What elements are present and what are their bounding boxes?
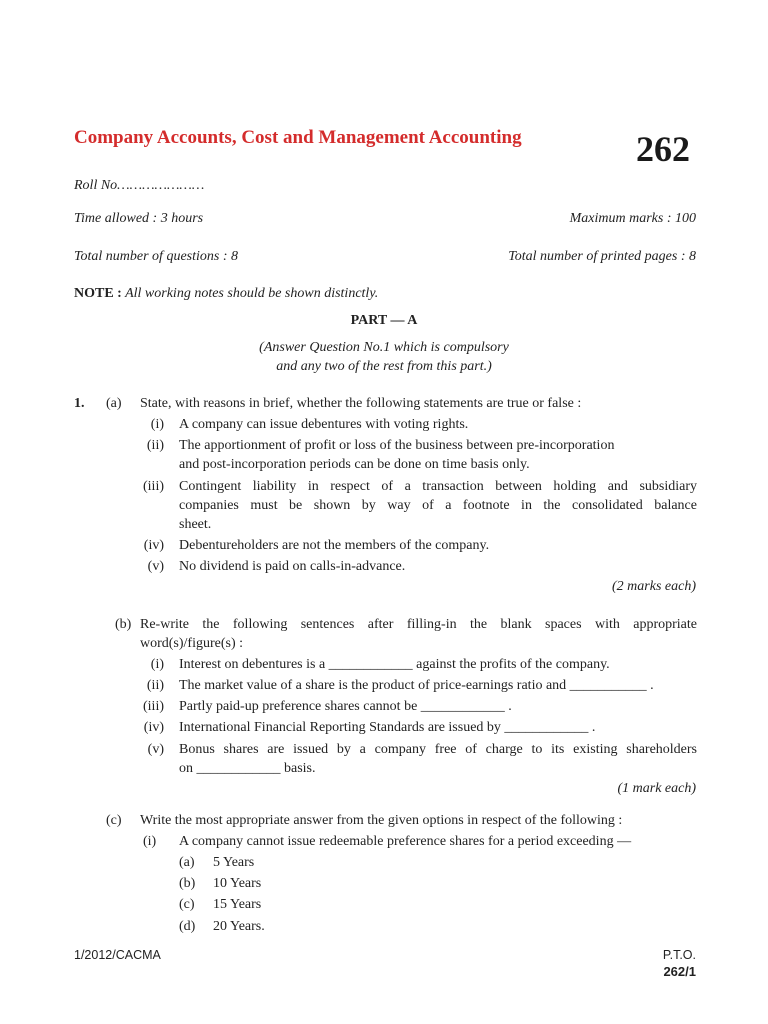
q1b-item-text: The market value of a share is the product of price-earnings ratio and ___________ . [179, 678, 654, 693]
note [74, 286, 378, 302]
q1a-label: (a) [106, 396, 122, 411]
paper-title: Company Accounts, Cost and Management Accounting [74, 127, 522, 148]
option-text: 10 Years [213, 876, 262, 891]
part-title: PART — A [350, 313, 418, 328]
q1a-marks: (2 marks each) [612, 579, 696, 594]
q1b-item-num: (ii) [146, 678, 164, 693]
q1b-item-text: International Financial Reporting Standards are issued by ____________ . [179, 720, 596, 735]
q1b-marks: (1 mark each) [617, 781, 696, 796]
note-text: All working notes should be shown distinctly. [125, 286, 379, 301]
q1a-stem: State, with reasons in brief, whether the following statements are true or false : [140, 396, 582, 411]
q1a-item-text: Contingent liability in respect of a transaction between holding and subsidiary companies must be shown by way of a footnote in the consolidated balance sheet. [179, 479, 697, 532]
roll-no: Roll No………………… [74, 178, 205, 193]
q1c-sub-num: (i) [143, 834, 157, 849]
total-pages: Total number of printed pages : 8 [508, 249, 696, 264]
q1a-item-text: The apportionment of profit or loss of the business between pre-incorporation and post-incorporation periods can be done on time basis only. [179, 438, 615, 472]
option-text: 20 Years. [213, 919, 265, 934]
option-text: 5 Years [213, 855, 255, 870]
q1a-item-text: Debentureholders are not the members of the company. [179, 538, 490, 553]
q1a-item-text: A company can issue debentures with voting rights. [179, 417, 469, 432]
note-label: NOTE : [74, 286, 122, 301]
part-instruction-2: and any two of the rest from this part.) [276, 359, 492, 374]
time-allowed: Time allowed : 3 hours [74, 211, 204, 226]
q1a-item-num: (iii) [143, 479, 164, 494]
q1b-item-num: (i) [150, 657, 164, 672]
q1a-item-num: (v) [147, 559, 164, 574]
option-num: (a) [179, 855, 195, 870]
q1a-item-num: (iv) [143, 538, 164, 553]
q1b-item-num: (iii) [143, 699, 164, 714]
option-text: 15 Years [213, 897, 262, 912]
question-number: 1. [74, 396, 85, 411]
q1c-sub-text: A company cannot issue redeemable preference shares for a period exceeding — [179, 834, 632, 849]
q1b-item-text: Partly paid-up preference shares cannot be ____________ . [179, 699, 512, 714]
q1b-item-num: (v) [147, 742, 164, 757]
q1b-item-text: Bonus shares are issued by a company free of charge to its existing shareholders on ____________ basis. [179, 742, 697, 776]
option-num: (b) [179, 876, 196, 891]
q1c-label: (c) [106, 813, 122, 828]
page-ref: 262/1 [663, 964, 696, 979]
q1b-item-text: Interest on debentures is a ____________ against the profits of the company. [179, 657, 610, 672]
pto-label: P.T.O. [662, 948, 696, 962]
q1c-stem: Write the most appropriate answer from the given options in respect of the following : [140, 813, 623, 828]
q1a-item-num: (i) [150, 417, 164, 432]
option-num: (c) [179, 897, 195, 912]
q1b-label: (b) [115, 617, 132, 632]
part-instruction-1: (Answer Question No.1 which is compulsory [259, 340, 509, 355]
q1b-stem: Re-write the following sentences after filling-in the blank spaces with appropriate word(s)/figure(s) : [140, 617, 697, 651]
q1a-item-text: No dividend is paid on calls-in-advance. [179, 559, 406, 574]
q1a-item-num: (ii) [146, 438, 164, 453]
paper-code: 262 [636, 129, 690, 169]
max-marks: Maximum marks : 100 [569, 211, 696, 226]
total-questions: Total number of questions : 8 [74, 249, 238, 264]
option-num: (d) [179, 919, 196, 934]
q1b-item-num: (iv) [143, 720, 164, 735]
footer-code: 1/2012/CACMA [74, 948, 161, 962]
